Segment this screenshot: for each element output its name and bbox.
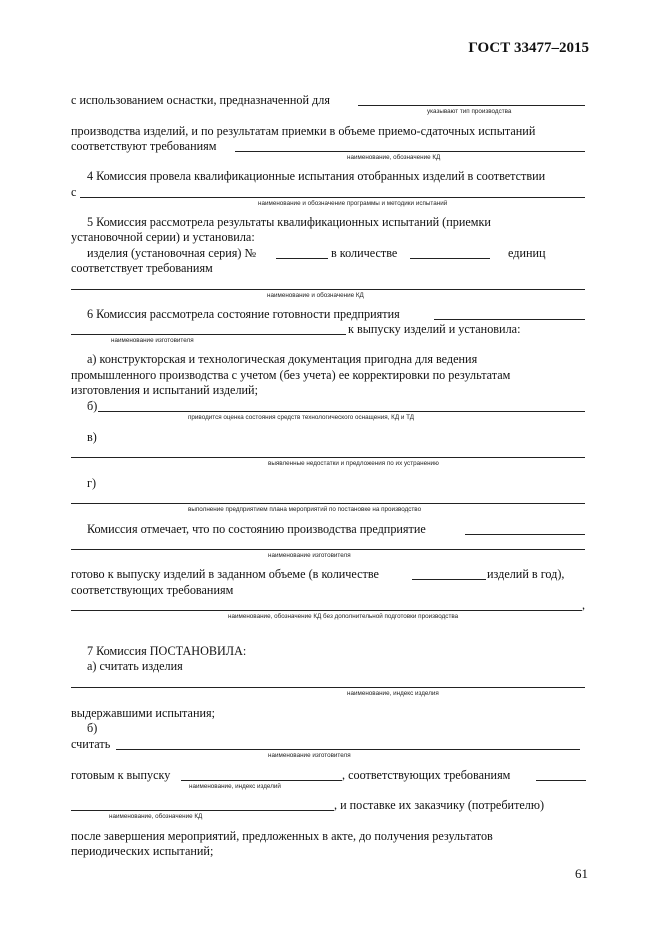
- text-line: 4 Комиссия провела квалификационные испытания отобранных изделий в соответствии: [87, 169, 546, 183]
- text-line: соответствуют требованиям: [71, 139, 217, 153]
- fill-in-line: [536, 780, 586, 781]
- text-line: выдержавшими испытания;: [71, 706, 215, 720]
- field-caption: наименование изготовителя: [268, 752, 351, 759]
- fill-in-line: [410, 258, 490, 259]
- text-line: в количестве: [331, 246, 398, 260]
- page-number: 61: [575, 866, 588, 881]
- text-line: в): [87, 430, 97, 444]
- text-line: изготовления и испытаний изделий;: [71, 383, 258, 397]
- field-caption: наименование и обозначение КД: [267, 292, 364, 299]
- text-line: а) считать изделия: [87, 659, 183, 673]
- text-line: с использованием оснастки, предназначенной для: [71, 93, 330, 107]
- fill-in-line: [235, 151, 585, 152]
- text-line: готовым к выпуску: [71, 768, 171, 782]
- text-line: производства изделий, и по результатам приемки в объеме приемо-сдаточных испытаний: [71, 124, 536, 138]
- text-line: периодических испытаний;: [71, 844, 214, 858]
- text-line: б): [87, 399, 98, 413]
- document-header-title: ГОСТ 33477–2015: [468, 40, 589, 56]
- field-caption: указывают тип производства: [427, 108, 512, 115]
- text-line: 6 Комиссия рассмотрела состояние готовности предприятия: [87, 307, 400, 321]
- field-caption: наименование, обозначение КД: [109, 813, 203, 820]
- text-line: промышленного производства с учетом (без учета) ее корректировки по результатам: [71, 368, 511, 382]
- fill-in-line: [434, 319, 585, 320]
- text-line: а) конструкторская и технологическая документация пригодна для ведения: [87, 352, 478, 366]
- fill-in-line: [116, 749, 580, 750]
- field-caption: наименование, обозначение КД: [347, 154, 441, 161]
- text-line: , соответствующих требованиям: [342, 768, 511, 782]
- field-caption: наименование и обозначение программы и методики испытаний: [258, 200, 448, 207]
- text-line: после завершения мероприятий, предложенных в акте, до получения результатов: [71, 829, 493, 843]
- fill-in-line: [465, 534, 585, 535]
- field-caption: наименование изготовителя: [111, 337, 194, 344]
- text-line: б): [87, 721, 98, 735]
- fill-in-line: [276, 258, 328, 259]
- field-caption: выявленные недостатки и предложения по их устранению: [268, 460, 439, 467]
- field-caption: наименование изготовителя: [268, 552, 351, 559]
- fill-in-line: [71, 457, 585, 458]
- text-line: 7 Комиссия ПОСТАНОВИЛА:: [87, 644, 247, 658]
- fill-in-line: [71, 687, 585, 688]
- text-line: изделий в год),: [487, 567, 565, 581]
- fill-in-line: [71, 503, 585, 504]
- text-line: соответствующих требованиям: [71, 583, 234, 597]
- fill-in-line: [71, 289, 585, 290]
- text-line: ,: [582, 598, 586, 612]
- text-line: 5 Комиссия рассмотрела результаты квалификационных испытаний (приемки: [87, 215, 491, 229]
- fill-in-line: [71, 549, 585, 550]
- text-line: установочной серии) и установила:: [71, 230, 255, 244]
- field-caption: наименование, индекс изделий: [189, 783, 281, 790]
- text-line: соответствует требованиям: [71, 261, 213, 275]
- text-line: Комиссия отмечает, что по состоянию производства предприятие: [87, 522, 426, 536]
- fill-in-line: [358, 105, 585, 106]
- fill-in-line: [412, 579, 486, 580]
- text-line: с: [71, 185, 77, 199]
- text-line: , и поставке их заказчику (потребителю): [334, 798, 545, 812]
- fill-in-line: [71, 334, 346, 335]
- text-line: считать: [71, 737, 111, 751]
- fill-in-line: [71, 610, 582, 611]
- field-caption: наименование, обозначение КД без дополнительной подготовки производства: [228, 613, 459, 620]
- field-caption: выполнение предприятием плана мероприятий по постановке на производство: [188, 506, 422, 513]
- fill-in-line: [80, 197, 585, 198]
- fill-in-line: [98, 411, 585, 412]
- fill-in-line: [71, 810, 334, 811]
- text-line: единиц: [508, 246, 546, 260]
- field-caption: приводится оценка состояния средств технологического оснащения, КД и ТД: [188, 414, 414, 421]
- text-line: изделия (установочная серия) №: [87, 246, 257, 260]
- field-caption: наименование, индекс изделия: [347, 690, 439, 697]
- text-line: к выпуску изделий и установила:: [348, 322, 521, 336]
- text-line: г): [87, 476, 97, 490]
- text-line: готово к выпуску изделий в заданном объеме (в количестве: [71, 567, 379, 581]
- fill-in-line: [181, 780, 342, 781]
